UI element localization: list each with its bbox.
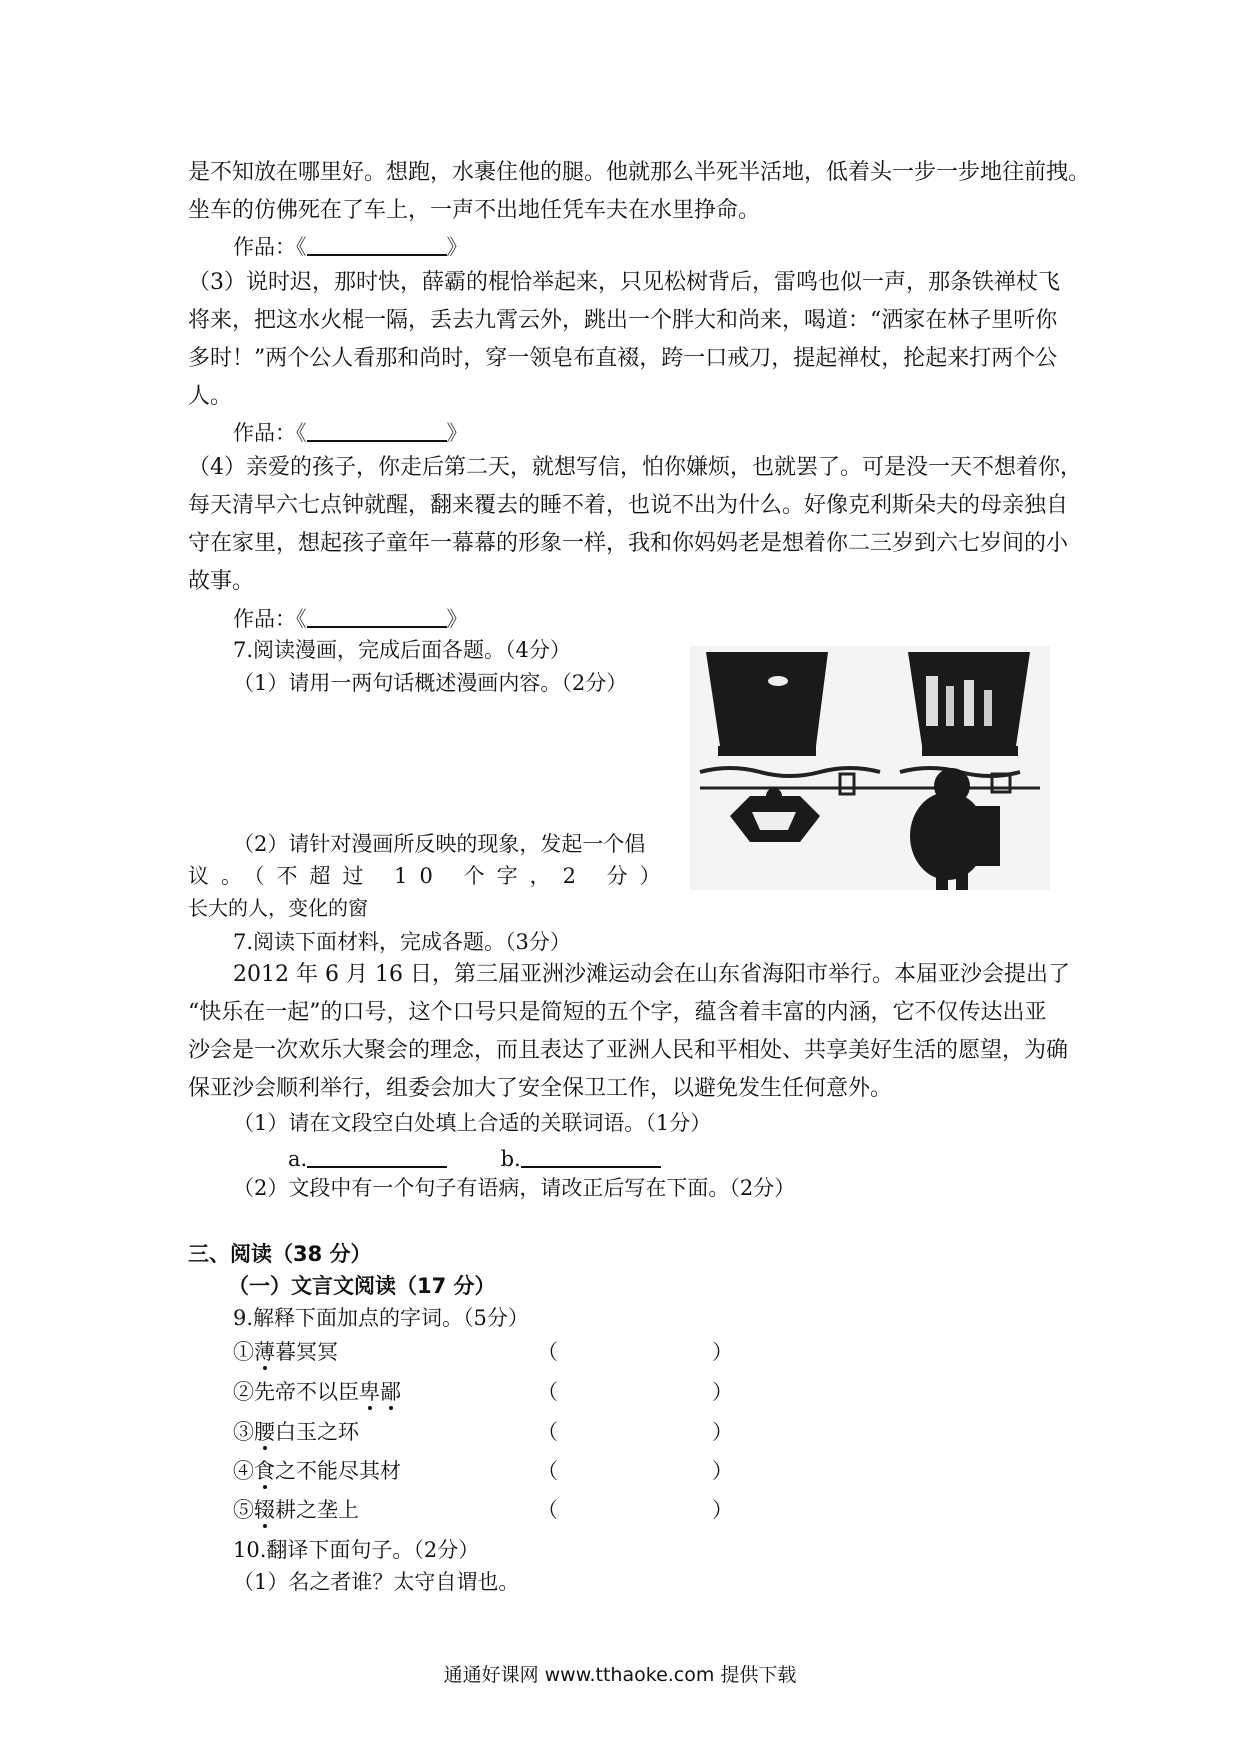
vocab-item: ②先帝不以臣卑鄙: [233, 1380, 401, 1404]
question-10: 10.翻译下面句子。（2分）: [233, 1538, 480, 1562]
vocab-item: ④食之不能尽其材: [233, 1459, 401, 1483]
text-line: 是不知放在哪里好。想跑，水裹住他的腿。他就那么半死半活地，低着头一步一步地往前拽。: [188, 160, 1091, 185]
text-line: 每天清早六七点钟就醒，翻来覆去的睡不着，也说不出为什么。好像克利斯朵夫的母亲独自: [188, 493, 1069, 518]
question-7-material: 7.阅读下面材料，完成各题。（3分）: [233, 930, 571, 954]
answer-blank[interactable]: [307, 606, 447, 628]
answer-paren-close: ）: [712, 1459, 733, 1483]
work-answer-line: 作品：《 》: [233, 421, 468, 445]
cartoon-caption: 长大的人，变化的窗: [188, 896, 368, 920]
answer-paren-open: （: [537, 1498, 558, 1522]
material-line: 2012 年 6 月 16 日，第三届亚洲沙滩运动会在山东省海阳市举行。本届亚沙会提出了: [233, 962, 1070, 987]
question-7-2-cont: 议。（不超过 10 个字，2 分）: [188, 864, 673, 888]
subsection-title: （一）文言文阅读（17 分）: [228, 1274, 496, 1298]
text-line: 将来，把这水火棍一隔，丢去九霄云外，跳出一个胖大和尚来，喝道：“洒家在林子里听你: [188, 308, 1058, 333]
page-footer: 通通好课网 www.tthaoke.com 提供下载: [443, 1664, 797, 1686]
text-line: 坐车的仿佛死在了车上，一声不出地任凭车夫在水里挣命。: [188, 198, 761, 223]
question-7-material-1: （1）请在文段空白处填上合适的关联词语。（1分）: [233, 1111, 712, 1135]
question-9: 9.解释下面加点的字词。（5分）: [233, 1306, 529, 1330]
answer-paren-open: （: [537, 1459, 558, 1483]
question-7-material-2: （2）文段中有一个句子有语病，请改正后写在下面。（2分）: [233, 1176, 796, 1200]
vocab-item: ③腰白玉之环: [233, 1420, 359, 1444]
blank-row: a. b.: [288, 1146, 661, 1170]
section-title: 三、阅读（38 分）: [188, 1242, 372, 1266]
answer-paren-open: （: [537, 1340, 558, 1364]
material-line: 沙会是一次欢乐大聚会的理念，而且表达了亚洲人民和平相处、共享美好生活的愿望，为确: [188, 1038, 1069, 1063]
text-line: 人。: [188, 384, 233, 409]
work-answer-line: 作品：《 》: [233, 235, 468, 259]
question-7-cartoon: 7.阅读漫画，完成后面各题。（4分）: [233, 638, 571, 662]
vocab-item: ⑤辍耕之垄上: [233, 1498, 359, 1522]
material-line: 保亚沙会顺利举行，组委会加大了安全保卫工作，以避免发生任何意外。: [188, 1076, 893, 1101]
blank-b[interactable]: [521, 1146, 661, 1168]
text-line: （3）说时迟，那时快，薛霸的棍恰举起来，只见松树背后，雷鸣也似一声，那条铁禅杖飞: [188, 270, 1061, 295]
question-10-1: （1）名之者谁？太守自谓也。: [233, 1570, 520, 1594]
vocab-item: ①薄暮冥冥: [233, 1340, 338, 1364]
answer-blank[interactable]: [307, 234, 447, 256]
cartoon-image: [690, 646, 1050, 890]
text-line: 守在家里，想起孩子童年一幕幕的形象一样，我和你妈妈老是想着你二三岁到六七岁间的小: [188, 531, 1069, 556]
text-line: 多时！”两个公人看那和尚时，穿一领皂布直裰，跨一口戒刀，提起禅杖，抡起来打两个公: [188, 346, 1058, 371]
answer-paren-close: ）: [712, 1498, 733, 1522]
answer-blank[interactable]: [307, 420, 447, 442]
blank-a[interactable]: [307, 1146, 447, 1168]
answer-paren-open: （: [537, 1380, 558, 1404]
answer-paren-open: （: [537, 1420, 558, 1444]
text-line: （4）亲爱的孩子，你走后第二天，就想写信，怕你嫌烦，也就罢了。可是没一天不想着你，: [188, 455, 1083, 480]
question-7-2: （2）请针对漫画所反映的现象，发起一个倡: [233, 832, 646, 856]
answer-paren-close: ）: [712, 1340, 733, 1364]
answer-paren-close: ）: [712, 1380, 733, 1404]
work-answer-line: 作品：《 》: [233, 607, 468, 631]
text-line: 故事。: [188, 569, 255, 594]
answer-paren-close: ）: [712, 1420, 733, 1444]
material-line: “快乐在一起”的口号，这个口号只是简短的五个字，蕴含着丰富的内涵，它不仅传达出亚: [188, 1000, 1047, 1025]
question-7-1: （1）请用一两句话概述漫画内容。（2分）: [233, 671, 628, 695]
